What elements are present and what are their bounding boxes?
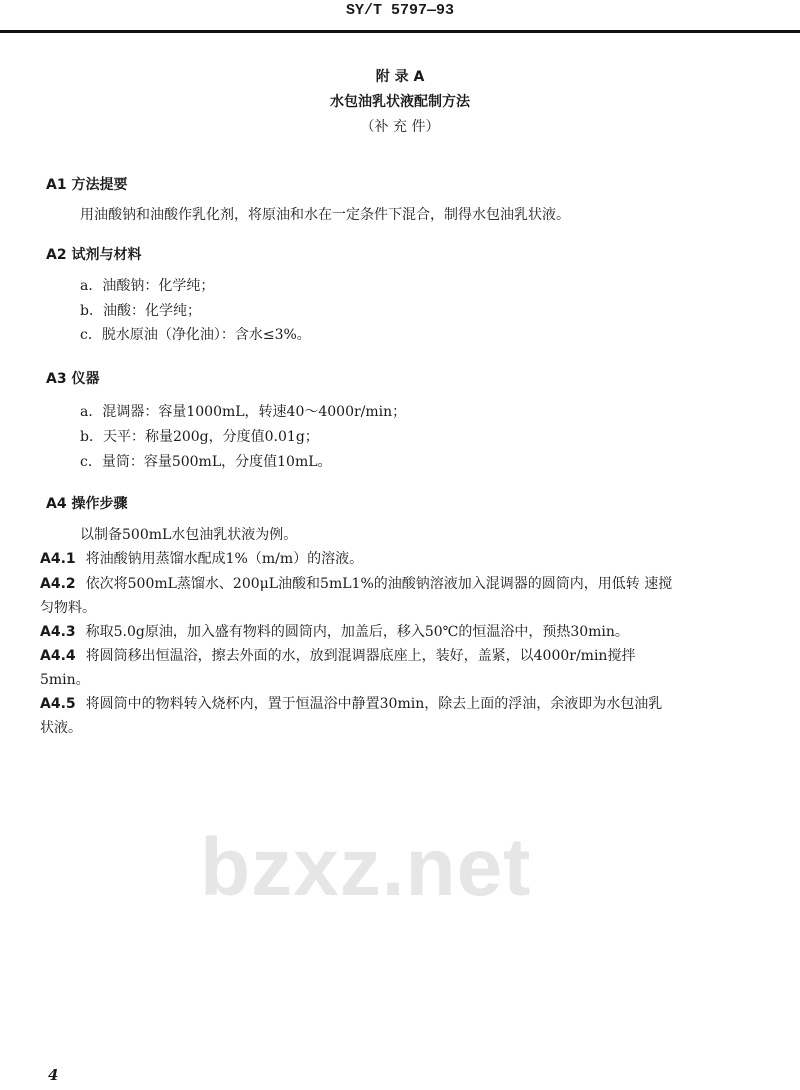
step-text: 依次将500mL蒸馏水、200μL油酸和5mL1%的油酸钠溶液加入混调器的圆筒内，用低转 速搅 — [85, 576, 673, 592]
list-item: b．天平：称量200g，分度值0.01g； — [80, 429, 319, 445]
section-a2-heading: A2 试剂与材料 — [46, 247, 142, 263]
step-a4-5 — [40, 695, 662, 713]
step-number: A4.3 — [40, 624, 76, 640]
step-text-cont: 匀物料。 — [40, 600, 96, 616]
step-a4-4 — [40, 647, 635, 665]
step-number: A4.5 — [40, 696, 76, 712]
standard-number: SY/T 5797—93 — [345, 2, 455, 19]
step-text-cont: 状液。 — [40, 720, 82, 736]
section-a3-heading: A3 仪器 — [46, 371, 100, 387]
step-text: 将圆筒移出恒温浴，擦去外面的水，放到混调器底座上，装好，盖紧，以4000r/min搅拌 — [85, 648, 636, 664]
watermark: bzxz.net — [200, 822, 532, 913]
list-item: a．混调器：容量1000mL，转速40～4000r/min； — [80, 404, 407, 420]
step-number: A4.4 — [40, 648, 76, 664]
appendix-type: （补 充 件） — [360, 119, 440, 135]
appendix-title: 水包油乳状液配制方法 — [330, 94, 470, 110]
list-item: b．油酸：化学纯； — [80, 303, 201, 319]
section-a1-heading: A1 方法提要 — [46, 177, 128, 193]
step-a4-1 — [40, 550, 363, 568]
step-a4-3 — [40, 623, 629, 641]
step-a4-2 — [40, 575, 672, 593]
appendix-label: 附 录 A — [375, 69, 425, 85]
step-number: A4.1 — [40, 551, 76, 567]
section-a1-text: 用油酸钠和油酸作乳化剂，将原油和水在一定条件下混合，制得水包油乳状液。 — [80, 207, 570, 223]
step-text: 将圆筒中的物料转入烧杯内，置于恒温浴中静置30min，除去上面的浮油，余液即为水包油乳 — [85, 696, 663, 712]
list-item: c．脱水原油（净化油）：含水≤3%。 — [80, 327, 311, 343]
list-item: a．油酸钠：化学纯； — [80, 278, 215, 294]
step-text: 将油酸钠用蒸馏水配成1%（m/m）的溶液。 — [85, 551, 364, 567]
page-number: 4 — [48, 1066, 59, 1084]
header-rule — [0, 30, 800, 33]
step-text-cont: 5min。 — [40, 672, 90, 688]
step-number: A4.2 — [40, 576, 76, 592]
list-item: c．量筒：容量500mL，分度值10mL。 — [80, 454, 332, 470]
section-a4-intro: 以制备500mL水包油乳状液为例。 — [80, 527, 298, 543]
step-text: 称取5.0g原油，加入盛有物料的圆筒内，加盖后，移入50℃的恒温浴中，预热30min。 — [85, 624, 629, 640]
section-a4-heading: A4 操作步骤 — [46, 496, 128, 512]
